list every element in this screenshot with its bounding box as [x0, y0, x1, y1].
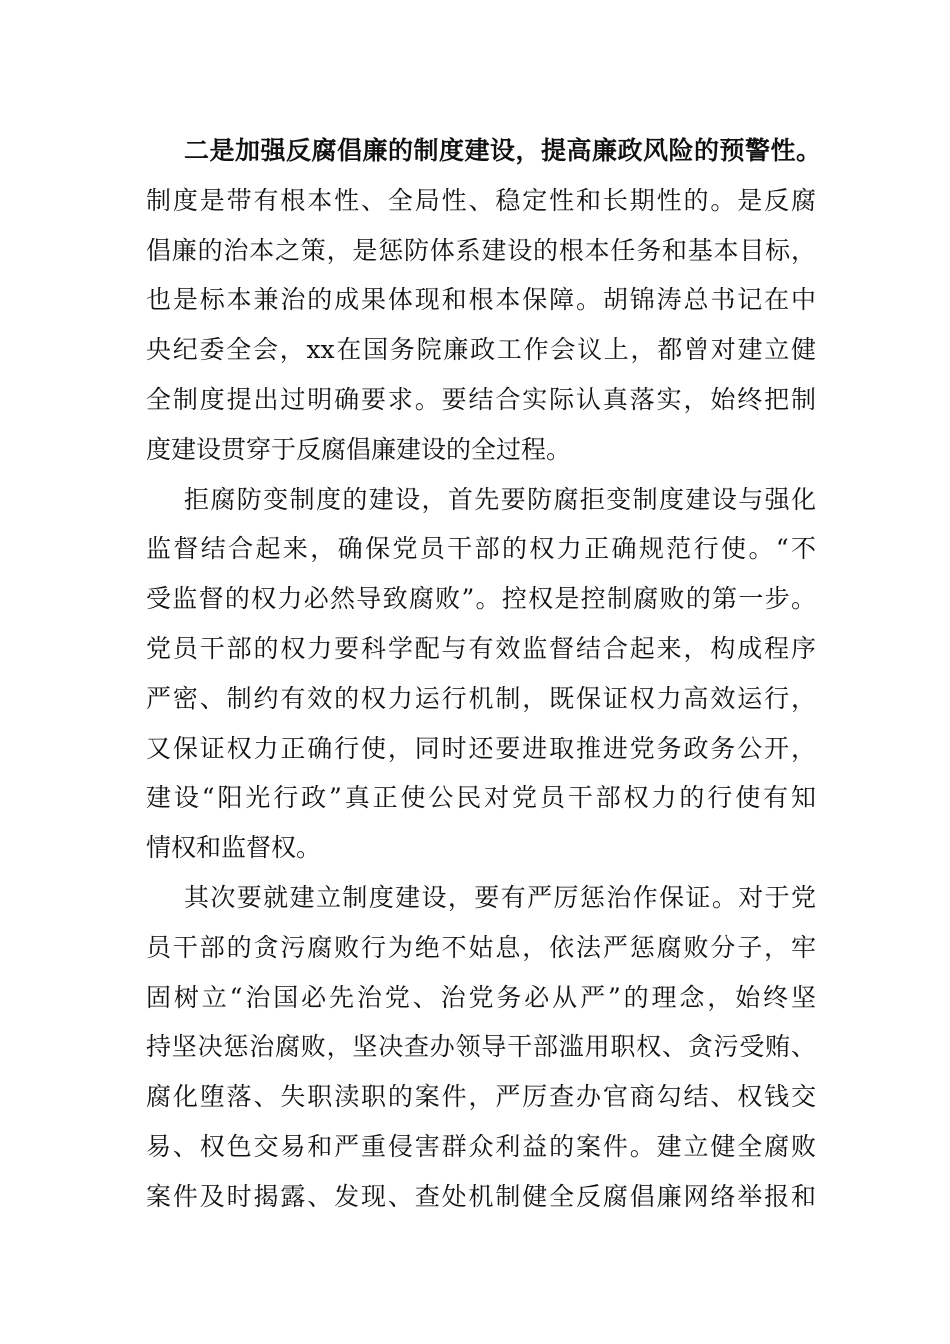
body-text-line: 倡廉的治本之策，是惩防体系建设的根本任务和基本目标， [146, 235, 816, 265]
body-text-line: 员干部的贪污腐败行为绝不姑息，依法严惩腐败分子，牢 [146, 932, 816, 962]
body-text-line: 全制度提出过明确要求。要结合实际认真落实，始终把制 [146, 384, 816, 414]
body-text-line: 建设“阳光行政”真正使公民对党员干部权力的行使有知 [146, 783, 816, 813]
body-text-line: 受监督的权力必然导致腐败”。控权是控制腐败的第一步。 [146, 584, 816, 614]
body-text-line: 情权和监督权。 [146, 833, 322, 863]
body-text-line: 监督结合起来，确保党员干部的权力正确规范行使。“不 [146, 534, 816, 564]
section-heading-line: 二是加强反腐倡廉的制度建设，提高廉政风险的预警性。 [184, 136, 822, 165]
body-text-line: 央纪委全会，xx在国务院廉政工作会议上，都曾对建立健 [146, 335, 816, 365]
body-text-line: 其次要就建立制度建设，要有严厉惩治作保证。对于党 [184, 882, 816, 912]
body-text-line: 党员干部的权力要科学配与有效监督结合起来，构成程序 [146, 633, 816, 663]
body-text-line: 固树立“治国必先治党、治党务必从严”的理念，始终坚 [146, 982, 816, 1012]
body-text-line: 制度是带有根本性、全局性、稳定性和长期性的。是反腐 [146, 185, 816, 215]
body-text-line: 案件及时揭露、发现、查处机制健全反腐倡廉网络举报和 [146, 1181, 816, 1211]
body-text-line: 腐化堕落、失职渎职的案件，严厉查办官商勾结、权钱交 [146, 1082, 816, 1112]
body-text-line: 拒腐防变制度的建设，首先要防腐拒变制度建设与强化 [184, 484, 816, 514]
document-body [146, 126, 822, 1222]
body-text-line: 严密、制约有效的权力运行机制，既保证权力高效运行， [146, 683, 816, 713]
body-text-line: 易、权色交易和严重侵害群众利益的案件。建立健全腐败 [146, 1131, 816, 1161]
body-text-line: 也是标本兼治的成果体现和根本保障。胡锦涛总书记在中 [146, 285, 816, 315]
body-text-line: 度建设贯穿于反腐倡廉建设的全过程。 [146, 434, 572, 464]
body-text-line: 又保证权力正确行使，同时还要进取推进党务政务公开， [146, 733, 816, 763]
body-text-line: 持坚决惩治腐败，坚决查办领导干部滥用职权、贪污受贿、 [146, 1032, 816, 1062]
